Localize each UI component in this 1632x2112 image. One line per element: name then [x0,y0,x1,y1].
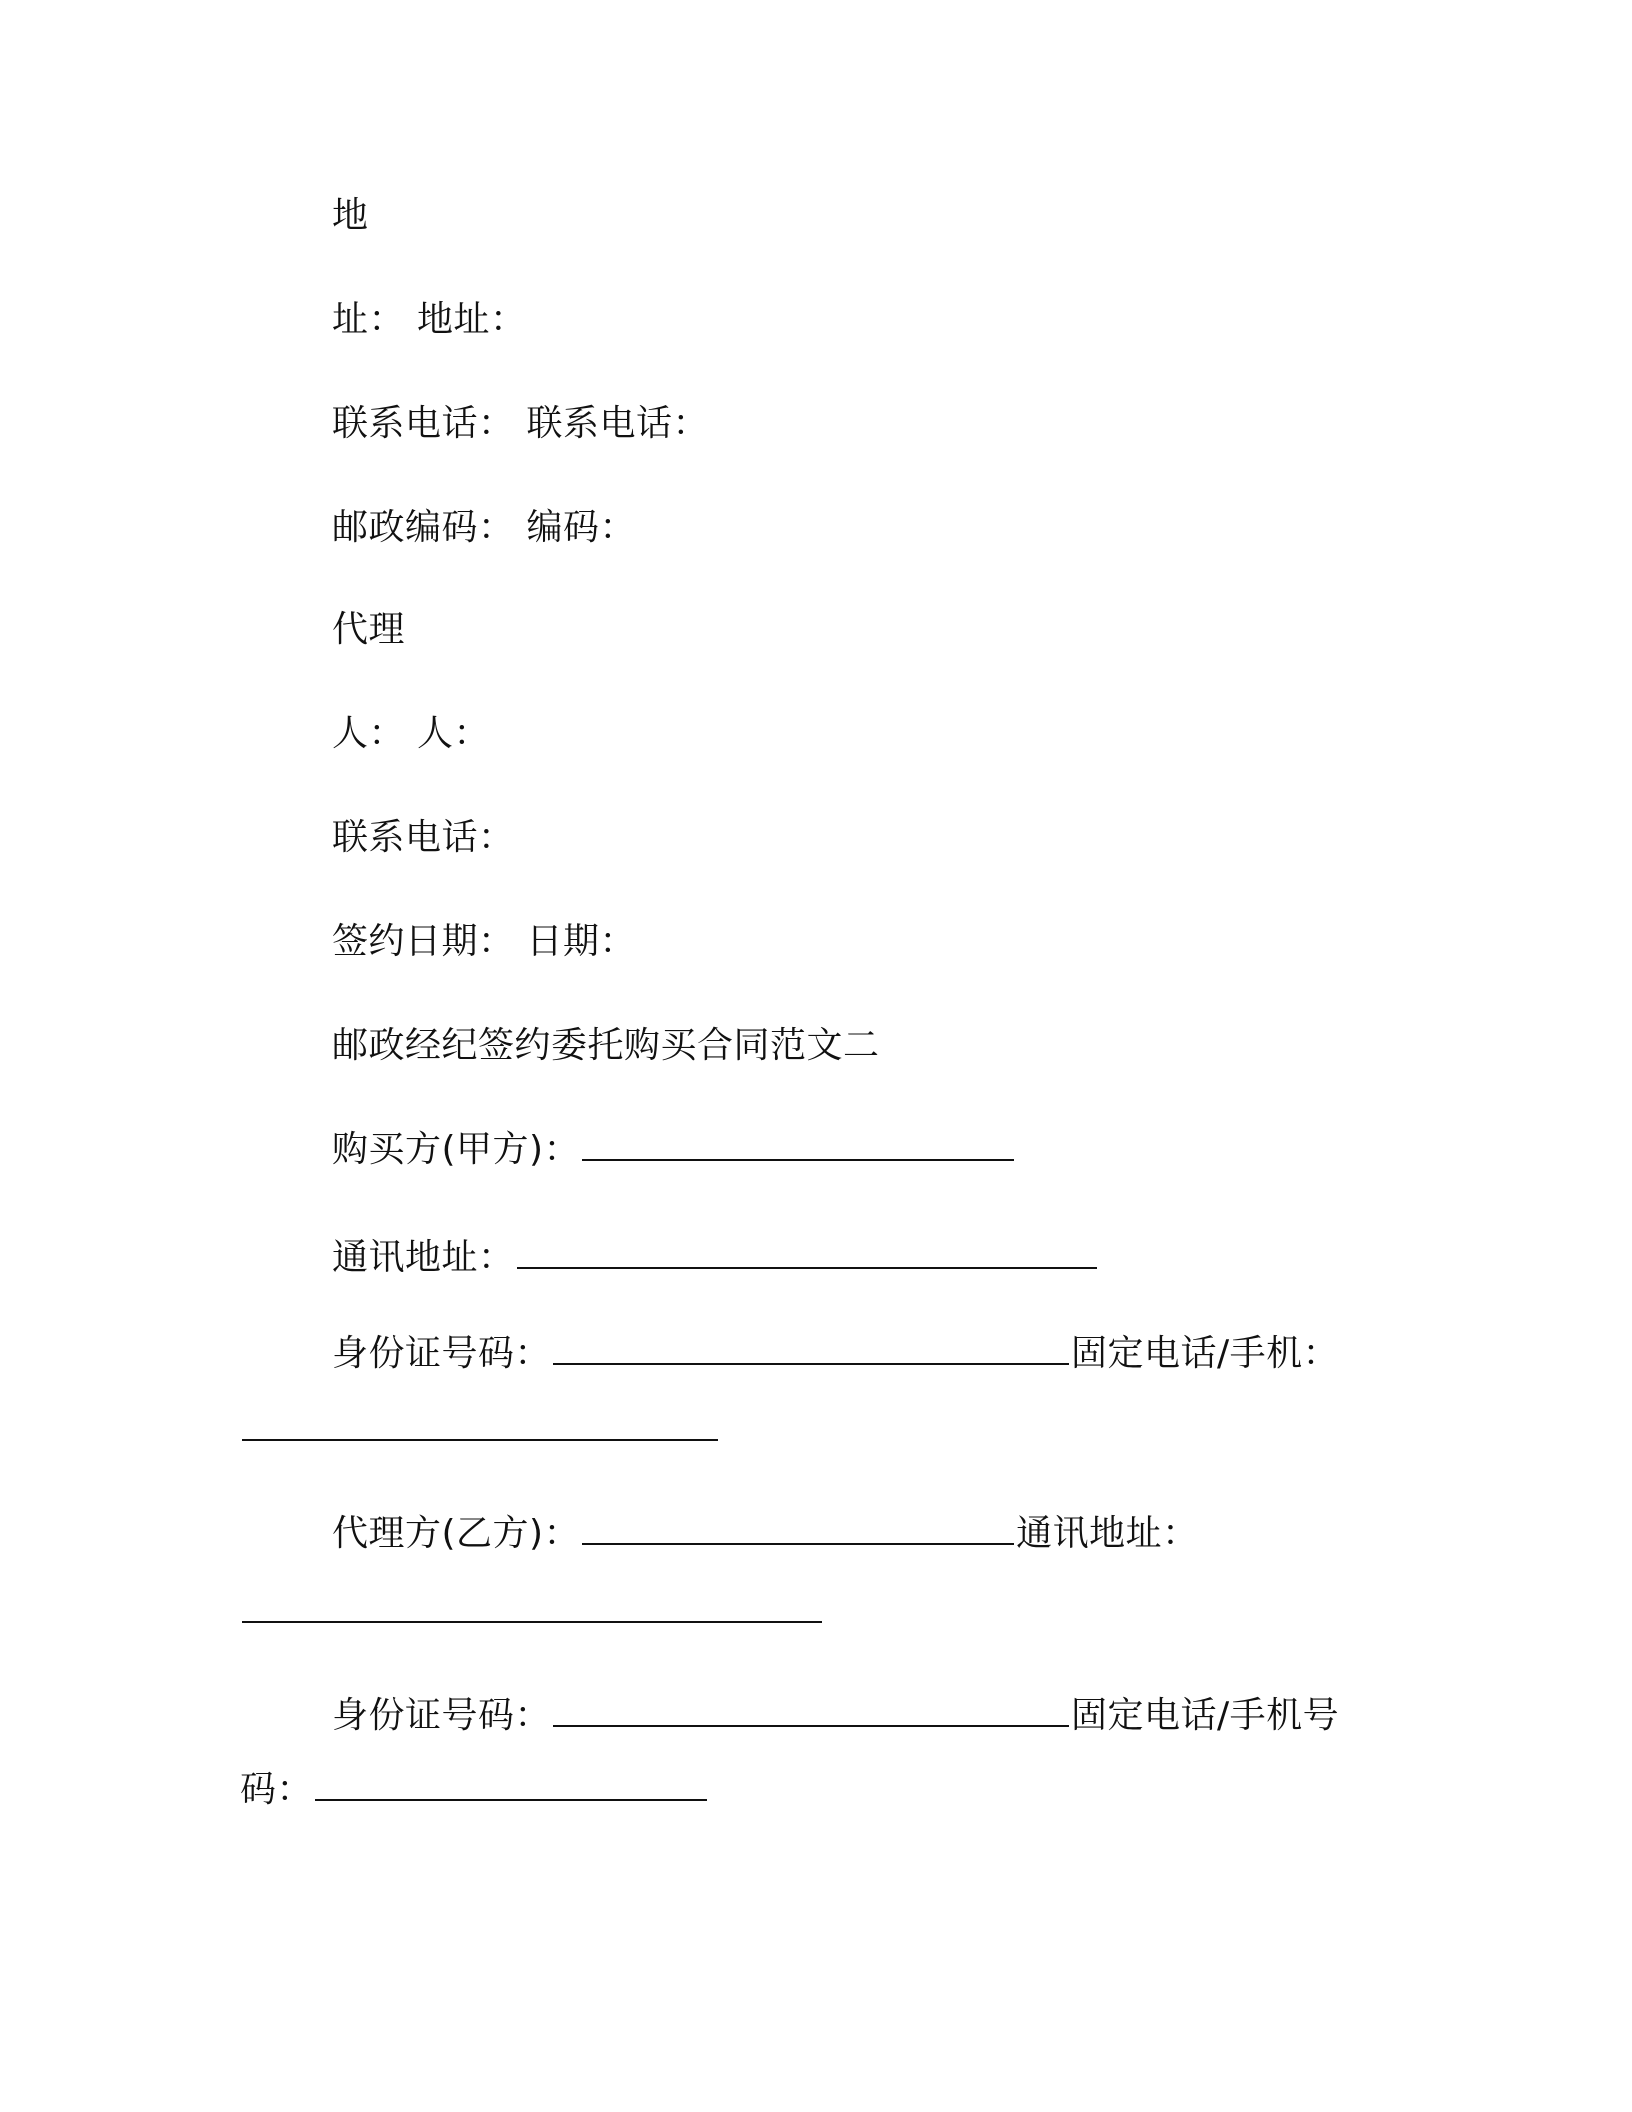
buyer-id-label: 身份证号码： [332,1333,552,1374]
buyer-line [332,1128,1016,1172]
agent-id-label: 身份证号码： [332,1695,552,1736]
text-line-address: 址： 地址： [332,299,527,340]
agent-line [332,1512,1199,1556]
buyer-blank [582,1129,1014,1161]
buyer-id-line [332,1332,1339,1376]
agent-address-blank [242,1591,822,1623]
section-title: 邮政经纪签约委托购买合同范文二 [332,1025,880,1066]
agent-phone-label-a: 固定电话/手机号 [1071,1695,1340,1736]
text-line-person: 人： 人： [332,713,490,754]
text-line-phone: 联系电话： 联系电话： [332,403,709,444]
text-line-daili: 代理 [332,609,406,650]
buyer-label: 购买方(甲方)： [332,1129,581,1170]
agent-label: 代理方(乙方)： [332,1513,581,1554]
agent-address-label: 通讯地址： [1016,1513,1199,1554]
buyer-address-line [332,1236,1099,1280]
agent-phone-line [240,1768,709,1812]
text-line-postcode: 邮政编码： 编码： [332,507,636,548]
buyer-id-blank [553,1333,1069,1365]
buyer-phone-label: 固定电话/手机： [1071,1333,1340,1374]
buyer-address-blank [517,1237,1097,1269]
agent-phone-label-b: 码： [240,1769,314,1810]
agent-blank [582,1513,1014,1545]
buyer-address-label: 通讯地址： [332,1237,515,1278]
agent-id-blank [553,1695,1069,1727]
text-line-contact-phone: 联系电话： [332,817,515,858]
agent-phone-blank [315,1769,707,1801]
agent-id-line [332,1694,1339,1738]
agent-address-line [240,1590,824,1634]
text-line-di: 地 [332,195,369,236]
buyer-phone-line [240,1408,720,1452]
text-line-sign-date: 签约日期： 日期： [332,921,636,962]
buyer-phone-blank [242,1409,718,1441]
